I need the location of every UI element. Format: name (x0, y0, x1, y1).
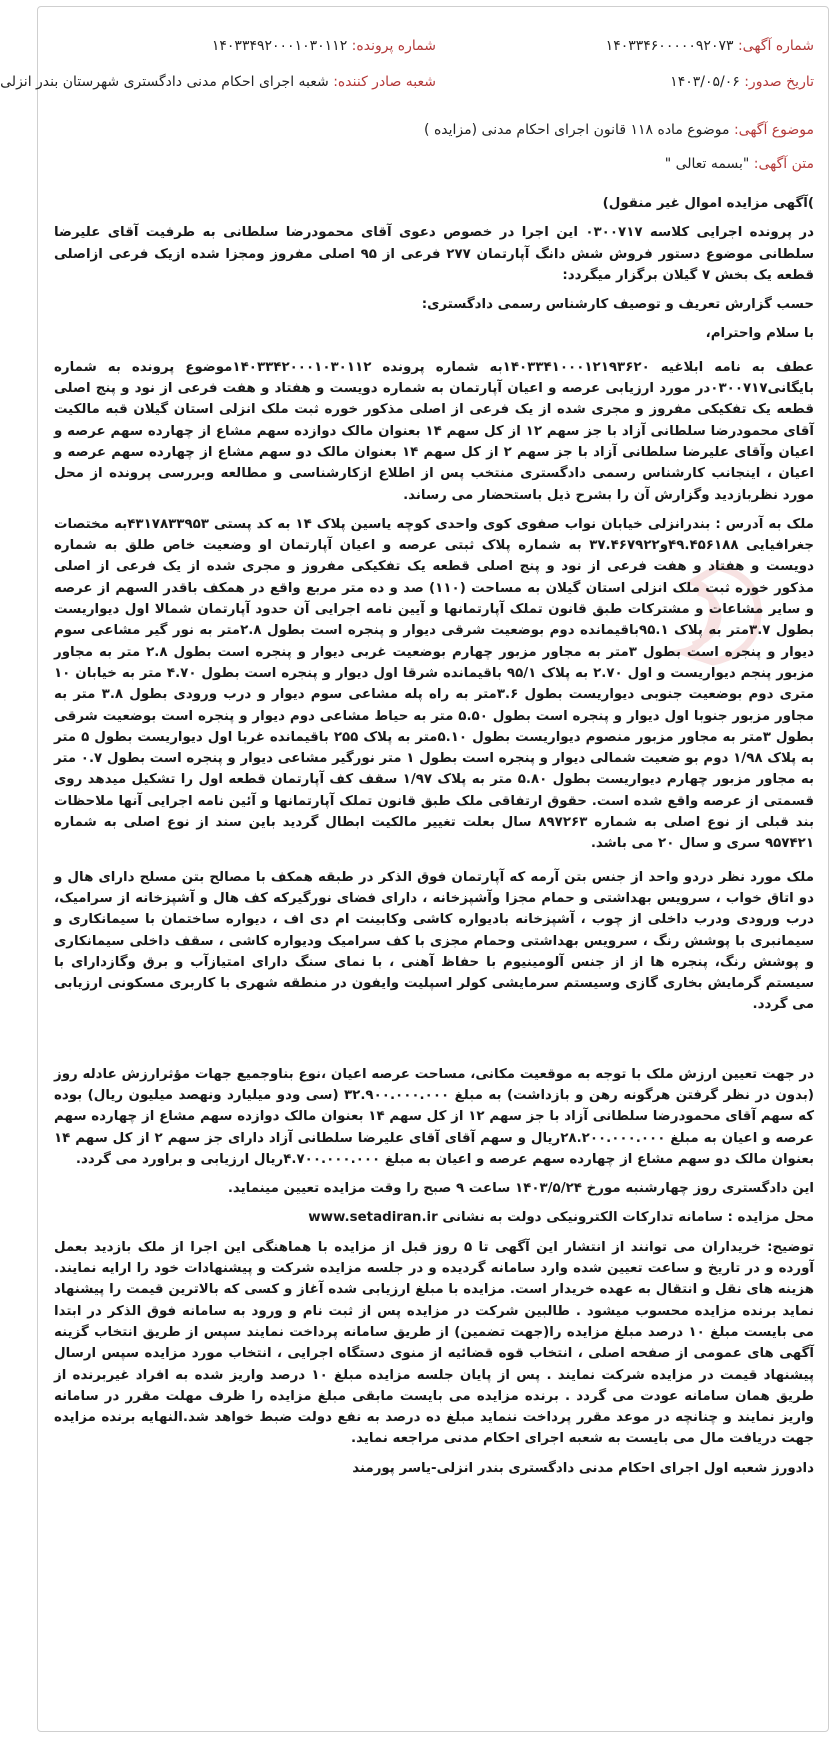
case-number-label: شماره پرونده: (351, 38, 436, 54)
paragraph-case-intro: در پرونده اجرایی کلاسه ۰۳۰۰۷۱۷ این اجرا در خصوص دعوی آقای محمودرضا سلطانی به طرفیت آقای علیرضا سلطانی موضوع دستور فروش شش دانگ آپارتمان ۲۷۷ فرعی از ۹۵ اصلی مفروز ومجزا شده ازیک فرعی ازاصلی قطعه یک بخش ۷ گیلان برگزار میگردد: (54, 225, 815, 283)
subject-label: موضوع آگهی: (733, 122, 814, 138)
ad-text-heading (52, 153, 814, 175)
notice-page (0, 6, 829, 1732)
text-invocation: "بسمه تعالی " (664, 156, 750, 172)
issuer-label: شعبه صادر کننده: (333, 74, 436, 90)
paragraph-greeting: با سلام واحترام، (705, 326, 814, 342)
ad-number-label: شماره آگهی: (737, 38, 814, 54)
issue-date-label: تاریخ صدور: (744, 74, 814, 90)
issue-date-value: ۱۴۰۳/۰۵/۰۶ (670, 74, 740, 90)
paragraph-signature: دادورز شعبه اول اجرای احکام مدنی دادگستری بندر انزلی-یاسر پورمند (352, 1460, 814, 1476)
paragraph-auction-location: محل مزایده : سامانه تدارکات الکترونیکی دولت به نشانی www.setadiran.ir (308, 1210, 814, 1226)
paragraph-valuation: در جهت تعیین ارزش ملک با توجه به موقعیت مکانی، مساحت عرصه اعیان ،نوع بناوجمیع جهات مؤثرارزش عادله روز (بدون در نظر گرفتن هرگونه رهن و بازداشت) به مبلغ ۳۲.۹۰۰.۰۰۰.۰۰۰ (سی ودو میلیارد ونهصد میلیون ریال) بوده که سهم آقای محمودرضا سلطانی آزاد با جز سهم ۱۲ از کل سهم ۱۴ بعنوان مالک دوازده سهم مشاع از چهارده سهم عرصه و اعیان به مبلغ ۲۸.۲۰۰.۰۰۰.۰۰۰ریال و سهم آقای آقای علیرضا سلطانی آزاد دارای جز سهم ۲ از کل سهم ۱۴ بعنوان مالک دو سهم مشاع از چهارده سهم عرصه و اعیان به مبلغ ۴.۷۰۰.۰۰۰.۰۰۰ریال ارزیابی و براورد می گردد. (54, 1066, 814, 1167)
paragraph-property-address: ملک به آدرس : بندرانزلی خیابان نواب صفوی کوی واحدی کوچه یاسین پلاک ۱۴ به کد پستی ۴۳۱۷۸۳۳۹۵۳به مختصات جغرافیایی ۴۹.۴۵۶۱۸۸و۳۷.۴۶۷۹۲۲ به شماره پلاک ثبتی عرصه و اعیان آپارتمان او وضعیت خاص طلق به شماره دویست و هفتاد و هفت فرعی از نود و پنج اصلی قطعه یک تفکیکی مفروز و مجری شده از یک فرعی از اصلی مذکور خوره ثبت ملک انزلی استان گیلان به مساحت (۱۱۰) صد و ده متر مربع واقع در همکف باقدر السهم از عرصه و سایر مشاعات و مشترکات طبق قانون تملک آپارتمانها و آیین نامه اجرایی آن حدود آپارتمان شمالا اول دیواریست بطول ۳.۷متر به پلاک ۹۵.۱باقیمانده دوم بوضعیت شرقی دیوار و پنجره است بطول ۲.۸متر به نور گیر مشاعی سوم دیوار و پنجره است بطول ۳متر به مجاور مزبور چهارم بوضعیت غربی دیوار و پنجره است بطول ۲.۸ متر به مجاور مزبور پنجم دیواریست و اول ۲.۷۰ به پلاک ۹۵/۱ باقیمانده شرقا اول دیوار و پنجره است بطول ۴.۷۰ متر به خیابان ۱۰ متری دوم بوضعیت جنوبی دیواریست بطول ۳.۶متر به راه پله مشاعی سوم دیوار و درب ورودی بطول ۳.۸ متر به مجاور مزبور جنوبا اول دیوار و پنجره است بطول ۵.۵۰ متر به حیاط مشاعی دوم دیوار و پنجره است بوضعیت شرقی بطول ۳متر به مجاور مزبور منصوم دیواریست بطول ۵.۱۰متر به پلاک ۲۵۵ باقیمانده غربا اول دیواریست بطول ۵ متر به پلاک ۱/۹۸ دوم بو ضعیت شمالی دیوار و پنجره است بطول ۱ متر نورگیر مشاعی دیوار و پنجره است بطول ۰.۷ متر به مجاور مزبور چهارم دیواریست بطول ۵.۸۰ متر به پلاک ۱/۹۷ سقف کف آپارتمان قطعه اول را تشکیل میدهد روی قسمتی از عرصه واقع شده است. حقوق ارتفاقی ملک طبق قانون تملک آپارتمانها و آئین نامه اجرایی آنها ملاحظات بند قبلی از نوع اصلی به شماره ۸۹۷۲۶۳ سال بعلت تغییر مالکیت ابطال گردید باین سند از نوع اصلی به شماره ۹۵۷۴۲۱ سری و سال ۲۰ می باشد. (54, 516, 815, 852)
paragraph-expert-reference: عطف به نامه ابلاغیه ۱۴۰۳۳۴۱۰۰۰۱۲۱۹۳۶۲۰به شماره پرونده ۱۴۰۳۳۴۲۰۰۰۱۰۳۰۱۱۲موضوع پرونده به شماره بایگانی۰۳۰۰۷۱۷در مورد ارزیابی عرصه و اعیان آپارتمان به شماره دویست و هفتاد و هفت فرعی از نود و پنج اصلی قطعه یک تفکیکی مفروز و مجری شده از یک فرعی از اصلی مذکور خوره ثبت ملک انزلی استان گیلان قبه مالکیت آقای محمودرضا سلطانی آزاد با جز سهم ۱۲ از کل سهم ۱۴ بعنوان مالک دوازده سهم مشاع از چهارده سهم عرصه و اعیان وآقای علیرضا سلطانی آزاد با جز سهم ۲ از کل سهم ۱۴ بعنوان مالک دو سهم مشاع از چهارده سهم عرصه و اعیان ، اینجانب کارشناس رسمی دادگستری منتخب پس از اطلاع ازکارشناسی و مطالعه وبررسی پرونده از محل مورد نظربازدید وگزارش آن را بشرح ذیل باستحضار می رساند. (54, 359, 814, 503)
case-number-value: ۱۴۰۳۳۴۹۲۰۰۰۱۰۳۰۱۱۲ (211, 38, 348, 54)
notice-body (54, 193, 814, 1479)
notice-title: )آگهی مزایده اموال غیر منقول) (602, 196, 814, 211)
ad-number-value: ۱۴۰۳۳۴۶۰۰۰۰۰۹۲۰۷۳ (605, 38, 734, 54)
case-number (212, 35, 436, 57)
ad-subject (52, 119, 814, 141)
subject-value: موضوع ماده ۱۱۸ قانون اجرای احکام مدنی (مزایده ) (424, 122, 730, 138)
issue-date (670, 71, 814, 93)
paragraph-property-description: ملک مورد نظر دردو واحد از جنس بتن آرمه که آپارتمان فوق الذکر در طبقه همکف با مصالح بتن مسلح دارای هال و دو اتاق خواب ، سرویس بهداشتی و حمام مجزا وآشپزخانه ، دارای فضای نورگیرکه کف هال و آشپزخانه از سرامیک، درب ورودی ودرب داخلی از چوب ، آشپزخانه بادیواره کاشی وکابینت ام دی اف ، دیواره ساختمان با سیمانکاری و سیمانبری با پوشش رنگ ، سرویس بهداشتی وحمام مجزی با کف سرامیک ودیواره کاشی ، سقف داخلی سیمانکاری و پوشش رنگ، پنجره ها از از جنس آلومینیوم با حفاظ آهنی ، با نمای سنگ دارای امتیازآب و برق وگازدارای با سیستم گرمایش بخاری گازی وسیستم سرمایشی کولر اسپلیت وایفون در منطقه شهری با کاربری مسکونی ارزیابی می گردد. (54, 869, 814, 1013)
ad-number (606, 35, 814, 57)
issuer (0, 71, 436, 93)
issuer-value: شعبه اجرای احکام مدنی دادگستری شهرستان بندر انزلی (0, 74, 329, 90)
text-label: متن آگهی: (753, 156, 814, 172)
paragraph-explanation: توضیح: خریداران می توانند از انتشار این آگهی تا ۵ روز قبل از مزایده با هماهنگی این اجرا از ملک بازدید بعمل آورده و در تاریخ و ساعت تعیین شده وارد سامانه گردیده و در جلسه مزایده شرکت و پیشنهادات خود را ارایه نمایند. هزینه های نقل و انتقال به عهده خریدار است. مزایده با مبلغ ارزیابی شده آغاز و کسی که بالاترین قیمت را پیشنهاد نماید برنده مزایده محسوب میشود . طالبین شرکت در مزایده پس از ثبت نام و ورود به سامانه فوق الذکر در ابتدا می بایست مبلغ ۱۰ درصد مبلغ مزایده را(جهت تضمین) از طریق سامانه پرداخت نمایند سپس از طریق انتخاب گزینه آگهی های عمومی از صفحه اصلی ، انتخاب قوه قضائیه از منوی دستگاه اجرایی ، انتخاب مورد مزایده سپس ارسال پیشنهاد قیمت در مزایده شرکت نمایند . پس از پایان جلسه مزایده مبلغ ۱۰ درصد واریز شده به افراد غیربرنده از طریق همان سامانه عودت می گردد . برنده مزایده می بایست مابقی مبلغ مزایده را ظرف مهلت مقرر در سامانه واریز نمایند و چنانچه در موعد مقرر پرداخت ننماید مبلغ ده درصد به نفع دولت ضبط خواهد شد.النهایه برنده مزایده جهت دریافت مال می بایست به شعبه اجرای احکام مدنی مراجعه نماید. (54, 1239, 814, 1447)
paragraph-expert-heading: حسب گزارش تعریف و توصیف کارشناس رسمی دادگستری: (421, 297, 814, 313)
paragraph-auction-date: این دادگستری روز چهارشنبه مورخ ۱۴۰۳/۵/۲۴ ساعت ۹ صبح را وقت مزایده تعیین مینماید. (227, 1181, 814, 1197)
